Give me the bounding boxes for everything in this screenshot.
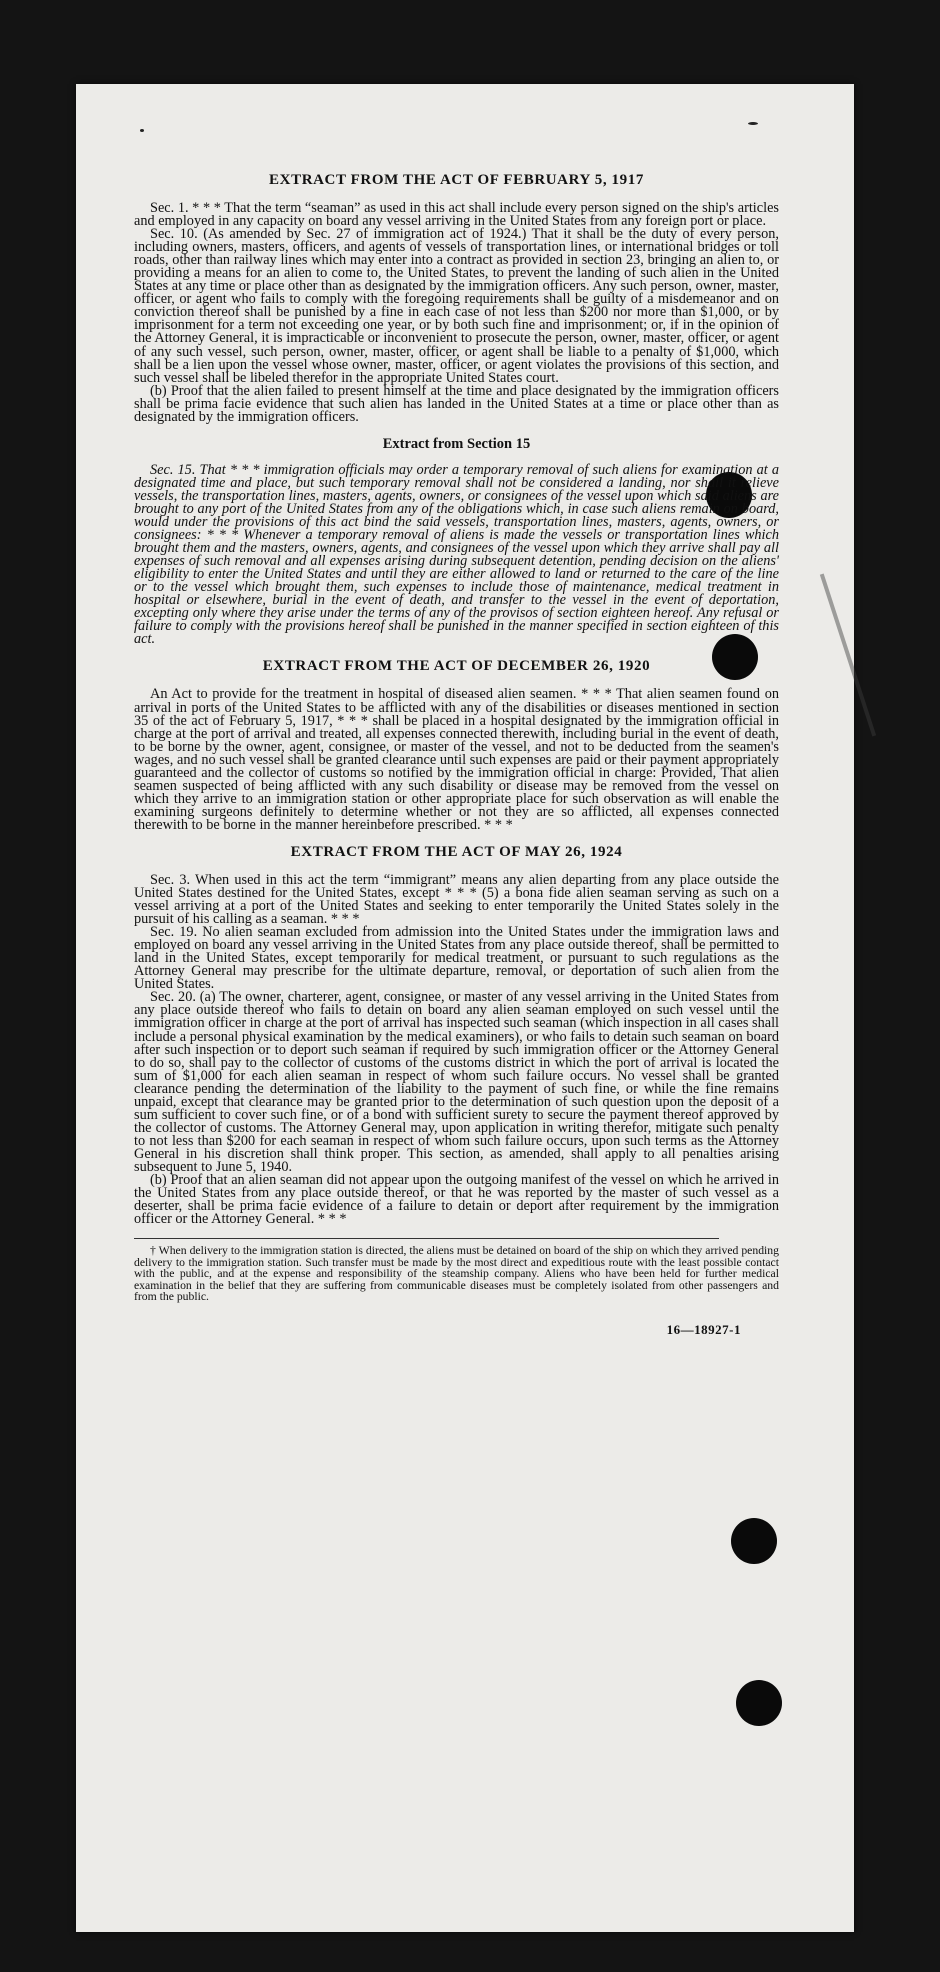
document-number: 16—18927-1 bbox=[666, 1321, 741, 1337]
paragraph: Sec. 1. * * * That the term “seaman” as used in this act shall include every person signed on the ship's articles and employed in any capacity on board any vessel arriving in the United States from any foreign port or place. bbox=[134, 200, 779, 230]
footnote: † When delivery to the immigration station is directed, the aliens must be detained on board of the ship on which they arrived pending delivery to the immigration station. Such transfer must be made by the most direct and expeditious route with the least possible contact with the public, and at the expense and responsibility of the steamship company. Aliens who have been held for further medical examination in the belief that they are suffering from communicable diseases must be completely isolated from other passengers and from the public. bbox=[134, 1244, 779, 1304]
footnote-divider bbox=[134, 1238, 719, 1239]
punch-hole bbox=[731, 1518, 777, 1564]
section-act-1920 bbox=[134, 658, 779, 832]
paragraph: Sec. 10. (As amended by Sec. 27 of immigration act of 1924.) That it shall be the duty of every person, including owners, masters, officers, and agents of vessels of transportation lines, or international bridges or toll roads, other than railway lines which may enter into a contract as provided in section 23, bringing an alien to, or providing a means for an alien to come to, the United States, to prevent the landing of such alien in the United States at any time or place other than as designated by the immigration officers. Any such person, owner, master, officer, or agent who fails to comply with the foregoing requirements shall be guilty of a misdemeanor and on conviction thereof shall be punished by a fine in each case of not less than $200 nor more than $1,000, or by imprisonment for a term not exceeding one year, or by both such fine and imprisonment; or, if in the opinion of the Attorney General, it is impracticable or inconvenient to prosecute the person, owner, master, officer, or agent of any such vessel, such person, owner, master, officer, or agent shall be liable to a penalty of $1,000, which shall be a lien upon the vessel whose owner, master, officer, or agent violates the provisions of this section, and such vessel shall be libeled therefor in the appropriate United States court. bbox=[134, 226, 779, 386]
document-page bbox=[76, 84, 854, 1932]
speck bbox=[140, 129, 144, 132]
section-heading: EXTRACT FROM THE ACT OF MAY 26, 1924 bbox=[290, 843, 623, 860]
paragraph: An Act to provide for the treatment in hospital of diseased alien seamen. * * * That alien seamen found on arrival in ports of the United States to be afflicted with any of the disabilities or diseases mentioned in section 35 of the act of February 5, 1917, * * * shall be placed in a hospital designated by the immigration official in charge at the port of arrival and treated, all expenses connected therewith, including burial in the event of death, to be borne by the owner, agent, consignee, or master of the vessel, and not to be deducted from the seamen's wages, and no such vessel shall be granted clearance until such expenses are paid or their payment appropriately guaranteed and the collector of customs so notified by the immigration official in charge: Provided, That alien seamen suspected of being afflicted with any such disability or disease may be removed from the vessel on which they arrive to an immigration station or other appropriate place for such observation as will enable the examining surgeons definitely to determine whether or not they are so afflicted, all expenses connected therewith to be borne in the manner hereinbefore prescribed. * * * bbox=[134, 686, 779, 833]
section-heading: Extract from Section 15 bbox=[382, 435, 531, 452]
section-extract-15 bbox=[134, 436, 779, 647]
section-act-1924 bbox=[134, 844, 779, 1226]
paragraph: Sec. 19. No alien seaman excluded from admission into the United States under the immigration laws and employed on board any vessel arriving in the United States from any place outside thereof, shall be permitted to land in the United States, except temporarily for medical treatment, or pursuant to such regulations as the Attorney General may prescribe for the ultimate departure, removal, or deportation of such alien from the United States. bbox=[134, 924, 779, 993]
punch-hole bbox=[736, 1680, 782, 1726]
paragraph: Sec. 3. When used in this act the term “immigrant” means any alien departing from any place outside the United States destined for the United States, except * * * (5) a bona fide alien seaman serving as such on a vessel arriving at a port of the United States and seeking to enter temporarily the United States solely in the pursuit of his calling as a seaman. * * * bbox=[134, 871, 779, 928]
speck bbox=[748, 122, 758, 125]
paragraph: Sec. 15. That * * * immigration officials may order a temporary removal of such aliens for examination at a designated time and place, but such temporary removal shall not be considered a landing, nor shall it relieve vessels, the transportation lines, masters, agents, owners, or consignees of the vessel upon which said aliens are brought to any port of the United States from any of the obligations which, in case such aliens remain on board, would under the provisions of this act bind the said vessels, transportation lines, masters, agents, owners, or consignees: * * * Whenever a temporary removal of aliens is made the vessels or transportation lines which brought them and the masters, owners, agents, and consignees of the vessel upon which they arrive shall pay all expenses of such removal and all expenses arising during subsequent detention, pending decision on the aliens' eligibility to enter the United States and until they are either allowed to land or returned to the care of the line or to the vessel which brought them, such expenses to include those of maintenance, medical treatment in hospital or elsewhere, burial in the event of death, and transfer to the vessel in the event of deportation, excepting only where they arise under the terms of any of the provisos of section eighteen hereof. Any refusal or failure to comply with the provisions hereof shall be punished in the manner specified in section eighteen of this act. bbox=[134, 461, 779, 648]
paragraph: (b) Proof that an alien seaman did not appear upon the outgoing manifest of the vessel on which he arrived in the United States from any place outside thereof, or that he was reported by the master of such vessel as a deserter, shall be prima facie evidence of a failure to detain or deport after requirement by the immigration officer or the Attorney General. * * * bbox=[134, 1172, 779, 1228]
section-heading: EXTRACT FROM THE ACT OF DECEMBER 26, 1920 bbox=[262, 658, 651, 675]
section-act-1917 bbox=[134, 172, 779, 424]
document-text bbox=[134, 172, 779, 1336]
paragraph: (b) Proof that the alien failed to present himself at the time and place designated by the immigration officers shall be prima facie evidence that such alien has landed in the United States at a time or place other than as designated by the immigration officers. bbox=[134, 382, 779, 425]
paragraph: Sec. 20. (a) The owner, charterer, agent, consignee, or master of any vessel arriving in the United States from any place outside thereof who fails to detain on board any alien seaman employed on such vessel until the immigration officer in charge at the port of arrival has inspected such seaman (which inspection in all cases shall include a personal physical examination by the medical examiners), or who fails to detain such seaman on board after such inspection or to deport such seaman if required by such immigration officer or the Attorney General to do so, shall pay to the collector of customs of the customs district in which the port of arrival is located the sum of $1,000 for each alien seaman in respect of whom such failure occurs. No vessel shall be granted clearance pending the determination of the liability to the payment of such fine, or while the fine remains unpaid, except that clearance may be granted prior to the determination of such question upon the deposit of a sum sufficient to cover such fine, or of a bond with sufficient surety to secure the payment thereof approved by the collector of customs. The Attorney General may, upon application in writing therefor, mitigate such penalty to not less than $200 for each seaman in respect of whom such failure occurs, upon such terms as the Attorney General in his discretion shall think proper. This section, as amended, shall apply to all penalties arising subsequent to June 5, 1940. bbox=[134, 989, 780, 1175]
section-heading: EXTRACT FROM THE ACT OF FEBRUARY 5, 1917 bbox=[269, 172, 644, 188]
